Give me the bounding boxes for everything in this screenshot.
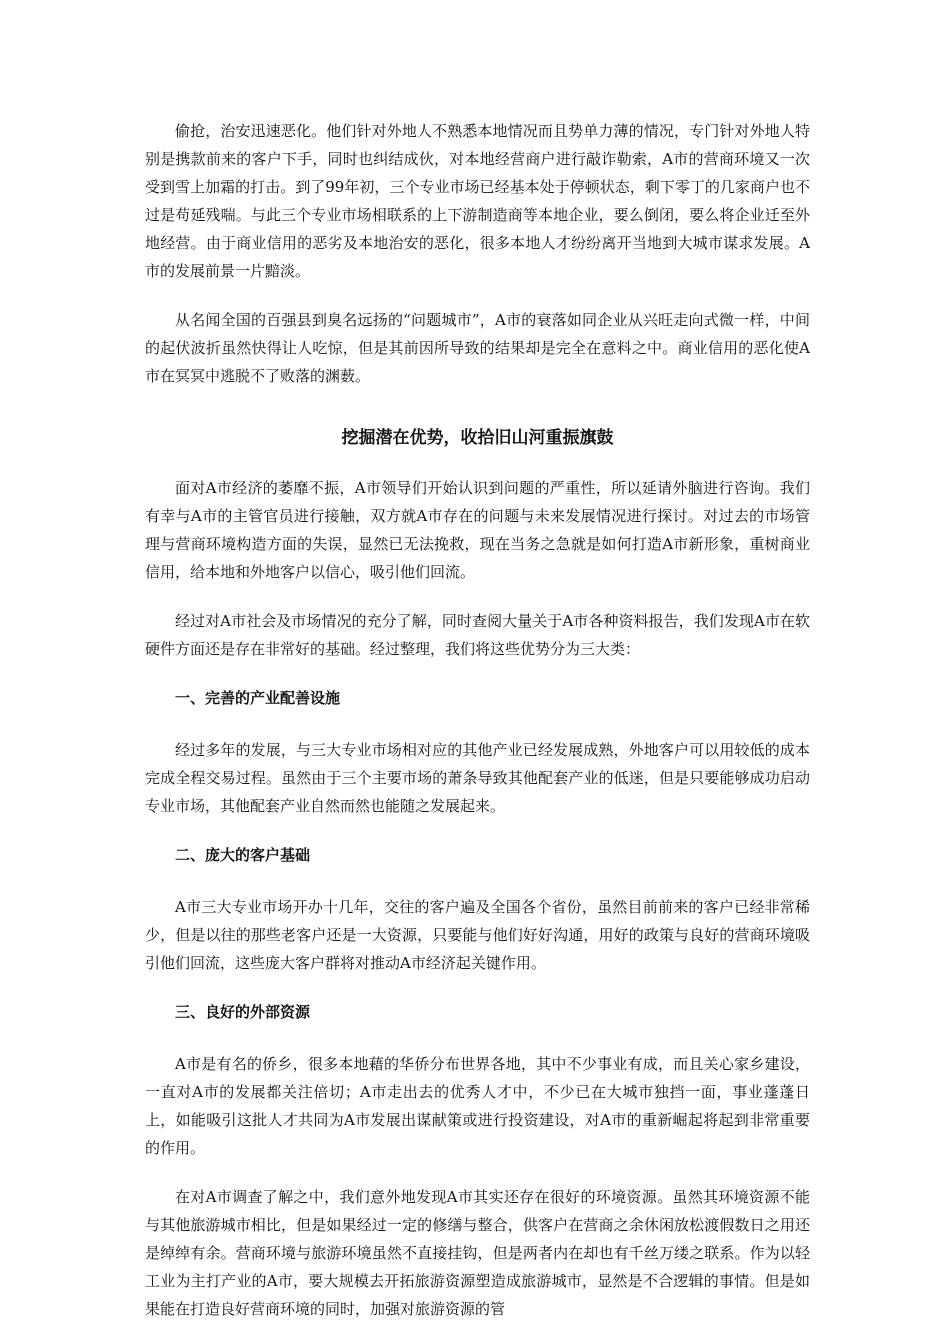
paragraph-environment-resources: 在对A市调查了解之中，我们意外地发现A市其实还存在很好的环境资源。虽然其环境资源不能与其他旅游城市相比，但是如果经过一定的修缮与整合，供客户在营商之余休闲放松渡假数日之用还是绰绰有余。营商环境与旅游环境虽然不直接挂钩，但是两者内在却也有千丝万缕之联系。作为以轻工业为主打产业的A市，要大规模去开拓旅游资源塑造成旅游城市，显然是不合逻辑的事情。但是如果能在打造良好营商环境的同时，加强对旅游资源的管 bbox=[145, 1188, 810, 1318]
subheading-industry-facilities: 一、完善的产业配善设施 bbox=[175, 689, 341, 707]
paragraph-overseas-talent: A市是有名的侨乡，很多本地藉的华侨分布世界各地，其中不少事业有成，而且关心家乡建设，一直对A市的发展都关注倍切；A市走出去的优秀人才中，不少已在大城市独挡一面，事业蓬蓬日上，如能吸引这批人才共同为A市发展出谋献策或进行投资建设，对A市的重新崛起将起到非常重要的作用。 bbox=[145, 1055, 810, 1157]
paragraph-consulting-intro: 面对A市经济的萎靡不振，A市领导们开始认识到问题的严重性，所以延请外脑进行咨询。我们有幸与A市的主管官员进行接触，双方就A市存在的问题与未来发展情况进行探讨。对过去的市场管理与营商环境构造方面的失误，显然已无法挽救，现在当务之急就是如何打造A市新形象，重树商业信用，给本地和外地客户以信心，吸引他们回流。 bbox=[145, 479, 810, 581]
paragraph-public-security-decline: 偷抢，治安迅速恶化。他们针对外地人不熟悉本地情况而且势单力薄的情况，专门针对外地人特别是携款前来的客户下手，同时也纠结成伙，对本地经营商户进行敲诈勒索，A市的营商环境又一次受到雪上加霜的打击。到了99年初，三个专业市场已经基本处于停顿状态，剩下零丁的几家商户也不过是苟延残喘。与此三个专业市场相联系的上下游制造商等本地企业，要么倒闭，要么将企业迁至外地经营。由于商业信用的恶劣及本地治安的恶化，很多本地人才纷纷离开当地到大城市谋求发展。A市的发展前景一片黯淡。 bbox=[145, 122, 810, 280]
document-body bbox=[145, 117, 810, 1344]
paragraph-industry-facilities: 经过多年的发展，与三大专业市场相对应的其他产业已经发展成熟，外地客户可以用较低的成本完成全程交易过程。虽然由于三个主要市场的萧条导致其他配套产业的低迷，但是只要能够成功启动专业市场，其他配套产业自然而然也能随之发展起来。 bbox=[145, 741, 810, 815]
subheading-external-resources: 三、良好的外部资源 bbox=[175, 1003, 311, 1021]
section-title: 挖掘潜在优势，收拾旧山河重振旗鼓 bbox=[341, 428, 614, 448]
subheading-customer-base: 二、庞大的客户基础 bbox=[175, 846, 311, 864]
paragraph-customer-base: A市三大专业市场开办十几年，交往的客户遍及全国各个省份，虽然目前前来的客户已经非常稀少，但是以往的那些老客户还是一大资源，只要能与他们好好沟通，用好的政策与良好的营商环境吸引他们回流，这些庞大客户群将对推动A市经济起关键作用。 bbox=[145, 898, 810, 972]
paragraph-city-decline-summary: 从名闻全国的百强县到臭名远扬的“问题城市”，A市的衰落如同企业从兴旺走向式微一样，中间的起伏波折虽然快得让人吃惊，但是其前因所导致的结果却是完全在意料之中。商业信用的恶化使A市在冥冥中逃脱不了败落的渊薮。 bbox=[145, 311, 810, 385]
paragraph-advantages-overview: 经过对A市社会及市场情况的充分了解，同时查阅大量关于A市各种资料报告，我们发现A市在软硬件方面还是存在非常好的基础。经过整理，我们将这些优势分为三大类： bbox=[145, 612, 810, 658]
